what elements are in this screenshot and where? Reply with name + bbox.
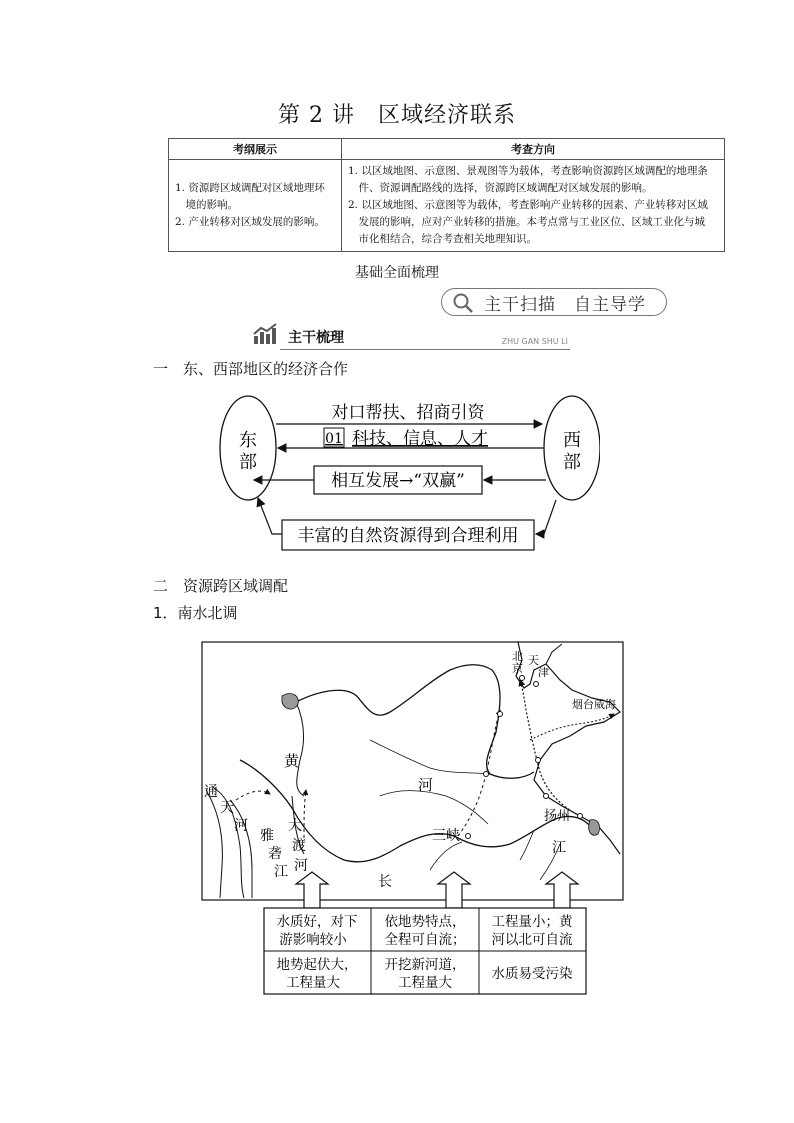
syllabus-col1-header: 考纲展示 (169, 139, 342, 160)
table-cell-line: 工程量大 (286, 975, 340, 991)
banner-label: 主干梳理 (288, 330, 344, 346)
route-comparison-table (264, 908, 586, 994)
syllabus-col2-line: 市化相结合，综合考查相关地理知识。 (348, 233, 537, 245)
resources-text: 丰富的自然资源得到合理利用 (297, 526, 519, 546)
qinghai-lake (282, 694, 298, 710)
arrow-east-route (546, 872, 578, 908)
tributary-wei (370, 740, 490, 774)
arrow-west-route (296, 872, 328, 908)
map-label-sanxia: 三峡 (432, 828, 460, 844)
tributary-han (380, 791, 488, 824)
map-label-he: 河 (418, 776, 434, 794)
table-cell-line: 全程可自流； (384, 932, 466, 948)
syllabus-col2-header: 考查方向 (342, 139, 725, 160)
west-label-1: 西 (563, 430, 581, 451)
map-label-yangzhou: 扬州 (544, 809, 571, 824)
map-label-tianjin-1: 天 (528, 654, 539, 667)
banner (252, 322, 570, 350)
heading-1: 一 东、西部地区的经济合作 (153, 360, 349, 378)
taihu-lake (589, 820, 600, 836)
yangzhou-marker (578, 814, 583, 819)
route-marker (536, 758, 541, 763)
map-label-tianjin-2: 津 (538, 666, 549, 679)
tributary-south (430, 842, 462, 870)
map-label-yantai: 烟台威海 (572, 698, 616, 711)
magnifier-icon (452, 292, 474, 314)
table-cell-line: 开挖新河道， (384, 957, 466, 973)
syllabus-table (168, 138, 725, 252)
west-route-2 (304, 790, 306, 838)
map-label-chang: 长 (378, 874, 392, 890)
arrow-west-to-resources (536, 500, 556, 534)
tianjin-marker (534, 682, 539, 687)
route-marker (498, 712, 503, 717)
table-cell-line: 地势起伏大， (276, 957, 358, 973)
map-label-beijing-2: 京 (512, 662, 523, 675)
arrow-resources-to-east (258, 498, 282, 534)
west-route-1 (236, 791, 270, 800)
syllabus-col1-line: 1. 资源跨区域调配对区域地理环 (175, 182, 325, 194)
mutual-development-text: 相互发展→“双赢” (331, 471, 465, 491)
scan-pill (441, 288, 667, 316)
syllabus-col2-line: 2. 以区域地图、示意图等为载体，考查影响产业转移的因素、产业转移对区域 (348, 199, 708, 211)
top-flow-text: 对口帮扶、招商引资 (331, 403, 485, 423)
chart-trend-icon (252, 322, 280, 346)
syllabus-col1-cell (169, 160, 342, 252)
map-label-beijing-1: 北 (512, 650, 523, 663)
map-label-dadu-3: 河 (294, 858, 308, 874)
table-cell-line: 河以北可自流 (491, 932, 573, 948)
map-label-huang: 黄 (284, 752, 300, 770)
map-frame (202, 642, 623, 900)
table-cell-line: 水质易受污染 (491, 966, 573, 982)
page-title: 第 2 讲 区域经济联系 (278, 103, 516, 128)
banner-sub: ZHU GAN SHU LI (501, 337, 568, 346)
table-cell-line: 依地势特点， (384, 914, 466, 930)
syllabus-col1-line: 境的影响。 (175, 199, 238, 211)
section-heading: 基础全面梳理 (355, 265, 439, 281)
route-marker (484, 772, 489, 777)
east-route-branch (530, 714, 614, 740)
map-label-dadu-2: 渡 (292, 838, 306, 854)
route-marker (466, 834, 471, 839)
heading-2: 二 资源跨区域调配 (153, 577, 289, 595)
heading-3: 1．南水北调 (153, 604, 238, 622)
syllabus-col2-cell (342, 160, 725, 252)
blank-answer: 科技、信息、人才 (352, 429, 488, 449)
banner-rule (280, 349, 570, 350)
syllabus-col2-line: 发展的影响，应对产业转移的措施。本考点常与工业区位、区域工业化与城 (348, 216, 705, 228)
map-label-yalong-3: 江 (274, 864, 288, 880)
east-label-1: 东 (239, 430, 257, 451)
map-label-yalong-2: 砻 (268, 846, 282, 862)
bohai-coast (546, 644, 562, 664)
map-label-tongtian-3: 河 (234, 818, 248, 834)
blank-number: 01 (325, 431, 343, 447)
arrow-middle-route (438, 872, 470, 908)
syllabus-col1-line: 2. 产业转移对区域发展的影响。 (175, 216, 325, 228)
cooperation-diagram (210, 386, 600, 564)
pill-text: 主干扫描 自主导学 (484, 294, 646, 315)
east-label-2: 部 (239, 452, 257, 473)
map-label-yalong-1: 雅 (260, 828, 274, 844)
map-label-jiang: 江 (552, 840, 566, 856)
route-marker (544, 794, 549, 799)
table-cell-line: 工程量小；黄 (491, 914, 573, 930)
table-cell-line: 工程量大 (398, 975, 452, 991)
map-label-tongtian-1: 通 (204, 784, 218, 800)
table-cell-line: 游影响较小 (279, 932, 347, 948)
syllabus-col2-line: 1. 以区域地图、示意图、景观图等为载体，考查影响资源跨区域调配的地理条 (348, 165, 708, 177)
table-cell-line: 水质好，对下 (276, 914, 358, 930)
south-north-water-map (200, 640, 625, 1005)
west-label-2: 部 (563, 452, 581, 473)
map-label-dadu-1: 大 (288, 818, 302, 834)
map-label-tongtian-2: 天 (220, 800, 234, 816)
east-route (520, 680, 580, 816)
beijing-marker (520, 676, 525, 681)
syllabus-col2-line: 件、资源调配路线的选择，资源跨区域调配对区域发展的影响。 (348, 182, 653, 194)
yellow-river-upper (296, 702, 304, 796)
